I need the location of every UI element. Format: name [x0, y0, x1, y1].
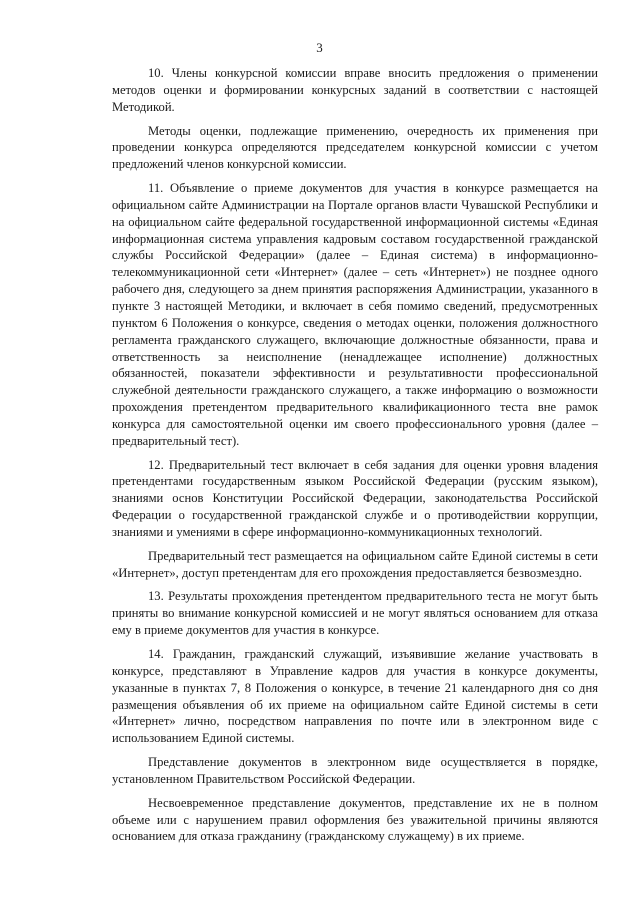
page-number: 3 — [316, 40, 323, 55]
paragraph-late-submission: Несвоевременное представление документов, представление их не в полном объеме или с нарушением правил оформления без уважительной причины являются основанием для отказа гражданину (гражданскому служащему) в их приеме. — [112, 795, 598, 844]
document-body — [112, 65, 598, 852]
paragraph-10: 10. Члены конкурсной комиссии вправе вносить предложения о применении методов оценки и формировании конкурсных заданий в соответствии с настоящей Методикой. — [112, 66, 598, 114]
paragraph-14: 14. Гражданин, гражданский служащий, изъявившие желание участвовать в конкурсе, представляют в Управление кадров для участия в конкурсе документы, указанные в пунктах 7, 8 Положения о конкурсе, в течение 21 календарного дня со дня размещения объявления об их приеме на официальном сайте Единой системы в сети «Интернет» лично, посредством направления по почте или в электронном виде с использованием Единой системы. — [112, 647, 598, 746]
paragraph-13: 13. Результаты прохождения претендентом предварительного теста не могут быть приняты во внимание конкурсной комиссией и не могут являться основанием для отказа ему в приеме документов для участия в конкурсе. — [112, 589, 598, 638]
paragraph-11: 11. Объявление о приеме документов для участия в конкурсе размещается на официальном сайте Администрации на Портале органов власти Чувашской Республики и на официальном сайте федеральной государственной информационной системы «Единая информационная система управления кадровым составом государственной гражданской службы Российской Федерации» (далее – Единая система) в информационно-телекоммуникационной сети «Интернет» (далее – сеть «Интернет») не позднее одного рабочего дня, следующего за днем принятия распоряжения Администрации, указанного в пункте 3 настоящей Методики, и включает в себя помимо сведений, предусмотренных пунктом 6 Положения о конкурсе, сведения о методах оценки, положения должностного регламента гражданского служащего, включающие должностные обязанности, права и ответственность за неисполнение (ненадлежащее исполнение) должностных обязанностей, показатели эффективности и результативности профессиональной служебной деятельности гражданского служащего, а также информацию о возможности прохождения претендентом предварительного квалификационного теста вне рамок конкурса для самостоятельной оценки им своего профессионального уровня (далее – предварительный тест). — [112, 181, 598, 448]
paragraph-12: 12. Предварительный тест включает в себя задания для оценки уровня владения претендентами государственным языком Российской Федерации (русским языком), знаниями основ Конституции Российской Федерации, законодательства Российской Федерации о государственной гражданской службе и о противодействии коррупции, знаниями и умениями в сфере информационно-коммуникационных технологий. — [112, 457, 598, 539]
paragraph-methods: Методы оценки, подлежащие применению, очередность их применения при проведении конкурса определяются председателем конкурсной комиссии с учетом предложений членов конкурсной комиссии. — [112, 123, 598, 172]
paragraph-electronic-submission: Представление документов в электронном виде осуществляется в порядке, установленном Правительством Российской Федерации. — [112, 755, 598, 786]
paragraph-test-placement: Предварительный тест размещается на официальном сайте Единой системы в сети «Интернет», доступ претендентам для его прохождения предоставляется безвозмездно. — [112, 548, 598, 580]
